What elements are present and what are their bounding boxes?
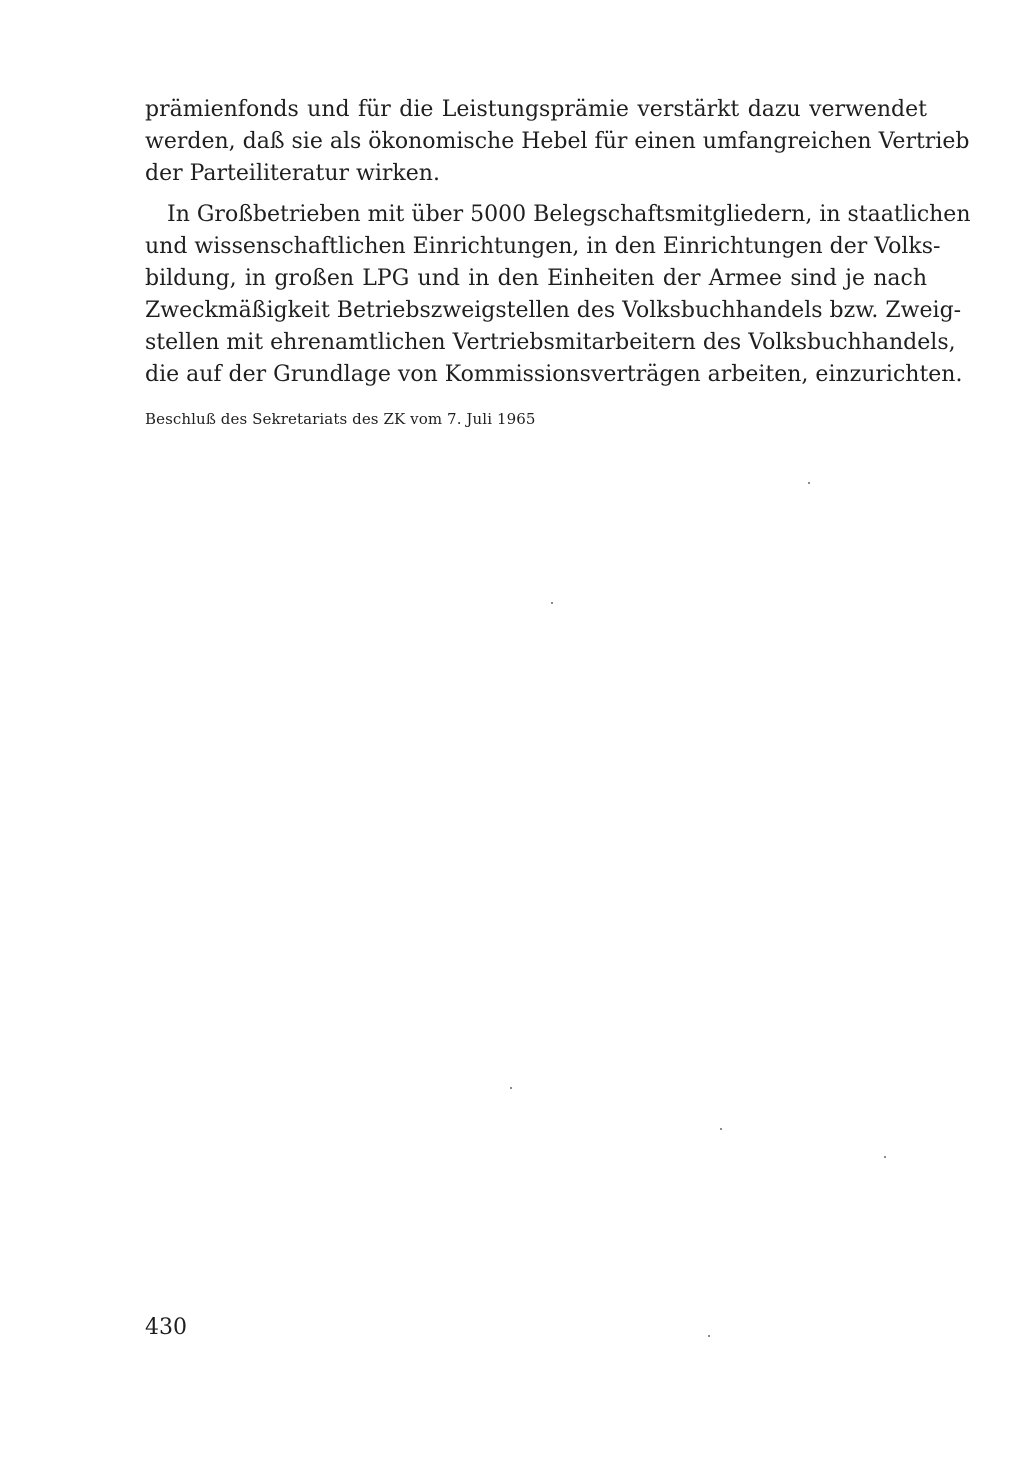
text-line: der Parteiliteratur wirken.	[145, 161, 440, 186]
scan-speck	[720, 1128, 722, 1130]
text-line: Zweckmäßigkeit Betriebszweigstellen des Volksbuchhandels bzw. Zweig-	[145, 298, 962, 323]
text-line: und wissenschaftlichen Einrichtungen, in den Einrichtungen der Volks-	[145, 234, 941, 259]
text-line: In Großbetrieben mit über 5000 Belegschaftsmitgliedern, in staatlichen	[167, 202, 971, 227]
source-note: Beschluß des Sekretariats des ZK vom 7. Juli 1965	[145, 410, 536, 428]
text-line: stellen mit ehrenamtlichen Vertriebsmitarbeitern des Volksbuchhandels,	[145, 330, 956, 355]
paragraph-gap	[145, 190, 927, 199]
scan-speck	[808, 482, 810, 484]
scan-speck	[884, 1156, 886, 1158]
body-text	[145, 94, 971, 391]
scan-speck	[510, 1087, 512, 1089]
text-line: die auf der Grundlage von Kommissionsverträgen arbeiten, einzurichten.	[145, 362, 963, 387]
scan-speck	[708, 1335, 710, 1337]
text-line: prämienfonds und für die Leistungsprämie verstärkt dazu verwendet	[145, 97, 927, 122]
text-line: werden, daß sie als ökonomische Hebel für einen umfangreichen Vertrieb	[145, 129, 970, 154]
page-number: 430	[145, 1315, 187, 1340]
text-line: bildung, in großen LPG und in den Einheiten der Armee sind je nach	[145, 266, 927, 291]
scan-speck	[551, 602, 553, 604]
